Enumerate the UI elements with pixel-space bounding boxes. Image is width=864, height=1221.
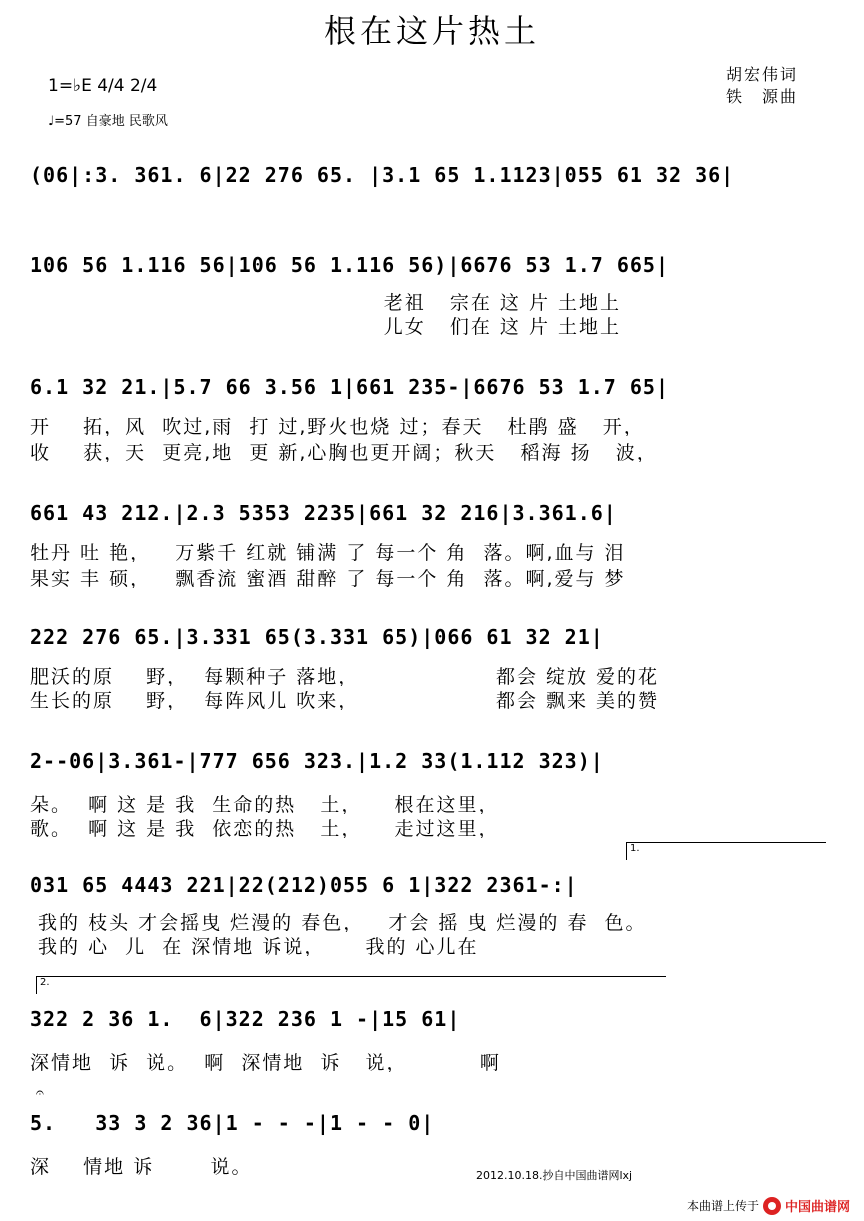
site-logo-text: 中国曲谱网 <box>784 1200 850 1215</box>
notation: 2--06|3.361-|777 656 323.|1.2 33(1.112 323)| <box>30 749 604 773</box>
lyric-verse-2: 我的 心 儿 在 深情地 诉说， 我的 心儿在 <box>30 936 479 956</box>
volta-second-ending: 2. <box>36 976 666 994</box>
lyric-verse-2: 生长的原 野， 每阵风儿 吹来， 都会 飘来 美的赞 <box>30 690 660 710</box>
notation: 5. 33 3 2 36|1 - - -|1 - - 0| <box>30 1111 435 1135</box>
song-title: 根在这片热土 <box>323 12 540 50</box>
score-line-7 <box>0 868 864 956</box>
score-line-6 <box>0 744 864 838</box>
credits <box>726 64 798 108</box>
lyric-verse-1: 深 情地 诉 说。 <box>30 1156 253 1176</box>
score-line-2 <box>0 248 864 336</box>
notation: 322 2 36 1. 6|322 236 1 -|15 61| <box>30 1007 461 1031</box>
fermata-icon: 𝄐 <box>36 1085 44 1101</box>
lyricist-credit: 胡宏伟词 <box>726 65 799 84</box>
lyric-verse-1: 开 拓，风 吹过,雨 打 过,野火也烧 过；春天 杜鹃 盛 开， <box>30 416 645 436</box>
notation: 661 43 212.|2.3 5353 2235|661 32 216|3.361.6| <box>30 501 617 525</box>
score-line-3 <box>0 370 864 462</box>
lyric-verse-1: 我的 枝头 才会摇曳 烂漫的 春色， 才会 摇 曳 烂漫的 春 色。 <box>30 912 647 932</box>
footer-text: 本曲谱上传于 <box>686 1199 759 1213</box>
score-line-8 <box>0 1002 864 1072</box>
lyric-verse-2: 收 获，天 更亮,地 更 新,心胸也更开阔；秋天 稻海 扬 波， <box>30 442 658 462</box>
notation: (06|:3. 361. 6|22 276 65. |3.1 65 1.1123|055 61 32 36| <box>30 163 735 187</box>
lyric-verse-1: 牡丹 吐 艳， 万紫千 红就 铺满 了 每一个 角 落。啊,血与 泪 <box>30 542 626 562</box>
transcription-note: 2012.10.18.抄自中国曲谱网lxj <box>476 1169 633 1182</box>
score-line-1 <box>0 158 864 218</box>
lyric-verse-1: 老祖 宗在 这 片 土地上 <box>30 292 621 312</box>
volta-first-ending: 1. <box>626 842 826 860</box>
lyric-verse-2: 歌。 啊 这 是 我 依恋的热 土， 走过这里， <box>30 818 500 838</box>
lyric-verse-2: 果实 丰 硕， 飘香流 蜜酒 甜醉 了 每一个 角 落。啊,爱与 梦 <box>30 568 626 588</box>
lyric-verse-1: 肥沃的原 野， 每颗种子 落地， 都会 绽放 爱的花 <box>30 666 660 686</box>
score-line-5 <box>0 620 864 710</box>
lyric-verse-1: 深情地 诉 说。 啊 深情地 诉 说， 啊 <box>30 1052 501 1072</box>
lyric-verse-2: 儿女 们在 这 片 土地上 <box>30 316 621 336</box>
notation: 031 65 4443 221|22(212)055 6 1|322 2361-:| <box>30 873 578 897</box>
site-logo-icon <box>763 1197 781 1215</box>
lyric-verse-1: 朵。 啊 这 是 我 生命的热 土， 根在这里， <box>30 794 500 814</box>
score-line-4 <box>0 496 864 588</box>
key-signature: 1=♭E 4/4 2/4 <box>48 76 158 96</box>
site-footer <box>687 1196 850 1215</box>
tempo-marking: ♩=57 自豪地 民歌风 <box>48 114 168 129</box>
notation: 106 56 1.116 56|106 56 1.116 56)|6676 53 1.7 665| <box>30 253 670 277</box>
composer-credit: 铁 源曲 <box>726 87 799 106</box>
notation: 222 276 65.|3.331 65(3.331 65)|066 61 32 21| <box>30 625 604 649</box>
notation: 6.1 32 21.|5.7 66 3.56 1|661 235-|6676 53 1.7 65| <box>30 375 670 399</box>
